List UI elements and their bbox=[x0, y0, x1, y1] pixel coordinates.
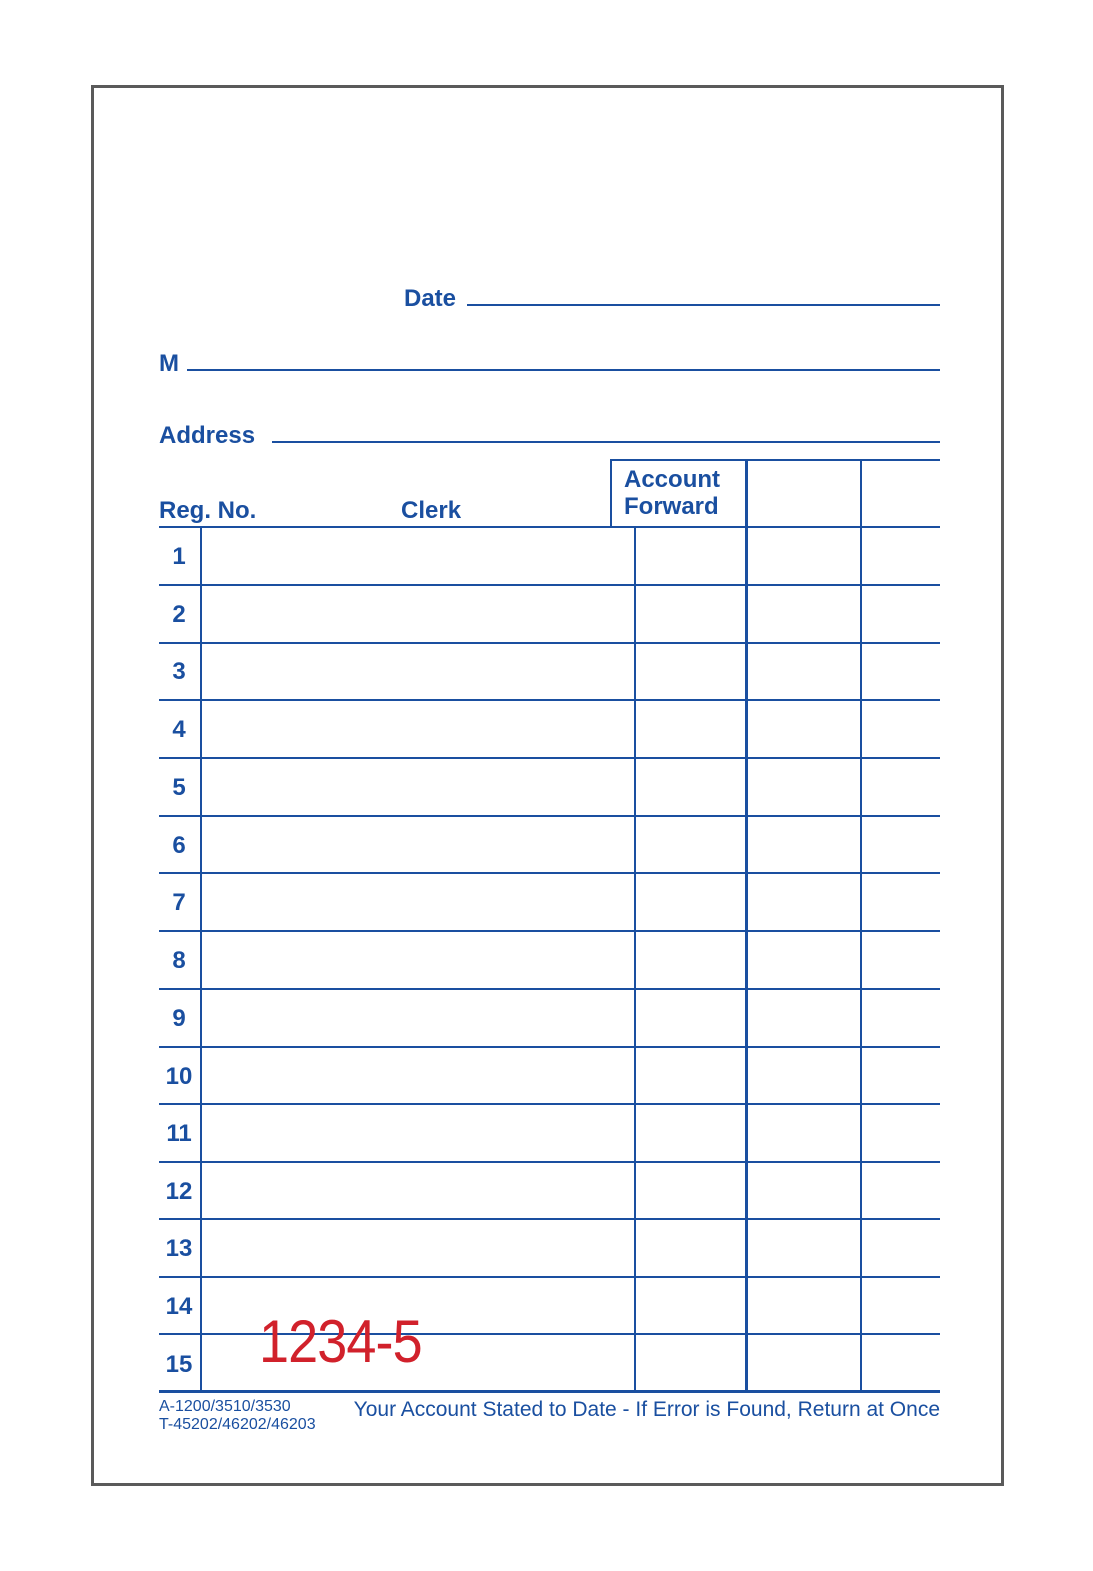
address-field-line[interactable] bbox=[272, 441, 940, 443]
form-codes-line2: T-45202/46202/46203 bbox=[159, 1416, 316, 1433]
row-rule bbox=[159, 1161, 940, 1163]
account-forward-label-line2: Forward bbox=[624, 493, 719, 520]
reg-no-column-rule bbox=[200, 527, 202, 1391]
m-label: M bbox=[159, 350, 179, 377]
row-number: 4 bbox=[172, 716, 186, 743]
row-number: 15 bbox=[165, 1351, 193, 1378]
account-forward-left-rule bbox=[610, 459, 612, 527]
row-rule bbox=[159, 1046, 940, 1048]
row-number: 1 bbox=[172, 543, 186, 570]
row-number: 6 bbox=[172, 832, 186, 859]
row-rule bbox=[159, 1218, 940, 1220]
date-label: Date bbox=[404, 285, 457, 312]
description-column-rule bbox=[634, 527, 636, 1391]
reg-no-label: Reg. No. bbox=[159, 497, 257, 524]
table-bottom-rule bbox=[159, 1390, 940, 1393]
row-rule bbox=[159, 699, 940, 701]
row-number: 14 bbox=[165, 1293, 193, 1320]
row-number: 9 bbox=[172, 1005, 186, 1032]
row-rule bbox=[159, 1103, 940, 1105]
row-rule bbox=[159, 1276, 940, 1278]
date-field-line[interactable] bbox=[467, 304, 940, 306]
row-number: 10 bbox=[165, 1063, 193, 1090]
row-rule bbox=[159, 815, 940, 817]
balance-column-rule bbox=[860, 459, 862, 1391]
row-rule bbox=[159, 930, 940, 932]
row-rule bbox=[159, 584, 940, 586]
row-rule bbox=[159, 988, 940, 990]
footer-message: Your Account Stated to Date - If Error is Found, Return at Once bbox=[353, 1398, 940, 1421]
row-rule bbox=[159, 642, 940, 644]
row-number: 7 bbox=[172, 889, 186, 916]
row-number: 2 bbox=[172, 601, 186, 628]
row-number: 5 bbox=[172, 774, 186, 801]
row-number: 11 bbox=[166, 1120, 192, 1147]
name-field-line[interactable] bbox=[187, 369, 940, 371]
form-codes-line1: A-1200/3510/3530 bbox=[159, 1398, 291, 1415]
serial-number: 1234-5 bbox=[259, 1308, 422, 1375]
row-number: 3 bbox=[172, 658, 186, 685]
header-top-rule bbox=[610, 459, 940, 461]
address-label: Address bbox=[159, 422, 256, 449]
row-number: 12 bbox=[165, 1178, 193, 1205]
clerk-label: Clerk bbox=[401, 497, 462, 524]
table-header-rule bbox=[159, 526, 940, 528]
amount-column-rule bbox=[745, 459, 748, 1391]
row-rule bbox=[159, 757, 940, 759]
account-forward-label-line1: Account bbox=[624, 466, 720, 493]
row-number: 8 bbox=[172, 947, 186, 974]
row-number: 13 bbox=[165, 1235, 193, 1262]
row-rule bbox=[159, 872, 940, 874]
